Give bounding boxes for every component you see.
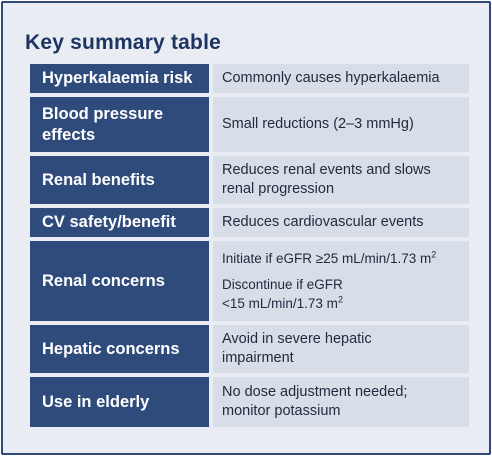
row-value — [213, 156, 469, 204]
row-value-line: No dose adjustment needed; — [222, 384, 408, 400]
row-value-text: Reduces cardiovascular events — [222, 214, 424, 230]
summary-table — [30, 64, 469, 427]
row-value — [213, 64, 469, 93]
row-header-line: Blood pressure — [42, 104, 164, 123]
row-value-line: monitor potassium — [222, 403, 341, 419]
row-value — [213, 377, 469, 427]
row-value-text: Commonly causes hyperkalaemia — [222, 70, 440, 86]
table-row-renal-concerns — [30, 241, 469, 321]
row-value-line: renal progression — [222, 181, 335, 197]
summary-box — [1, 1, 491, 455]
superscript: 2 — [337, 294, 343, 305]
row-header: Renal concerns — [30, 241, 209, 321]
table-row-renal-benefits — [30, 156, 469, 204]
row-header: Hepatic concerns — [30, 325, 209, 373]
box-title: Key summary table — [25, 31, 221, 54]
table-row-hyperkalaemia — [30, 64, 469, 93]
row-value — [213, 208, 469, 237]
table-row-blood-pressure — [30, 97, 469, 152]
row-header: Use in elderly — [30, 377, 209, 427]
initiate-text: Initiate if eGFR ≥25 mL/min/1.73 m — [222, 251, 432, 266]
table-row-cv-safety — [30, 208, 469, 237]
row-value — [213, 241, 469, 321]
table-row-elderly — [30, 377, 469, 427]
row-value-line: Discontinue if eGFR — [222, 277, 343, 292]
row-header: CV safety/benefit — [30, 208, 209, 237]
row-value-line — [222, 249, 460, 268]
row-value-text: Small reductions (2–3 mmHg) — [222, 116, 414, 132]
row-header: Hyperkalaemia risk — [30, 64, 209, 93]
superscript: 2 — [431, 249, 437, 260]
row-header-line: effects — [42, 125, 96, 144]
row-header — [30, 97, 209, 152]
row-value — [213, 97, 469, 152]
row-value-line — [222, 294, 460, 313]
row-header: Renal benefits — [30, 156, 209, 204]
table-row-hepatic — [30, 325, 469, 373]
row-value-line: Avoid in severe hepatic — [222, 331, 372, 347]
row-value-line: impairment — [222, 350, 294, 366]
row-value-line: Reduces renal events and slows — [222, 162, 431, 178]
spacer — [222, 268, 460, 275]
row-value — [213, 325, 469, 373]
discontinue-text: <15 mL/min/1.73 m — [222, 296, 338, 311]
